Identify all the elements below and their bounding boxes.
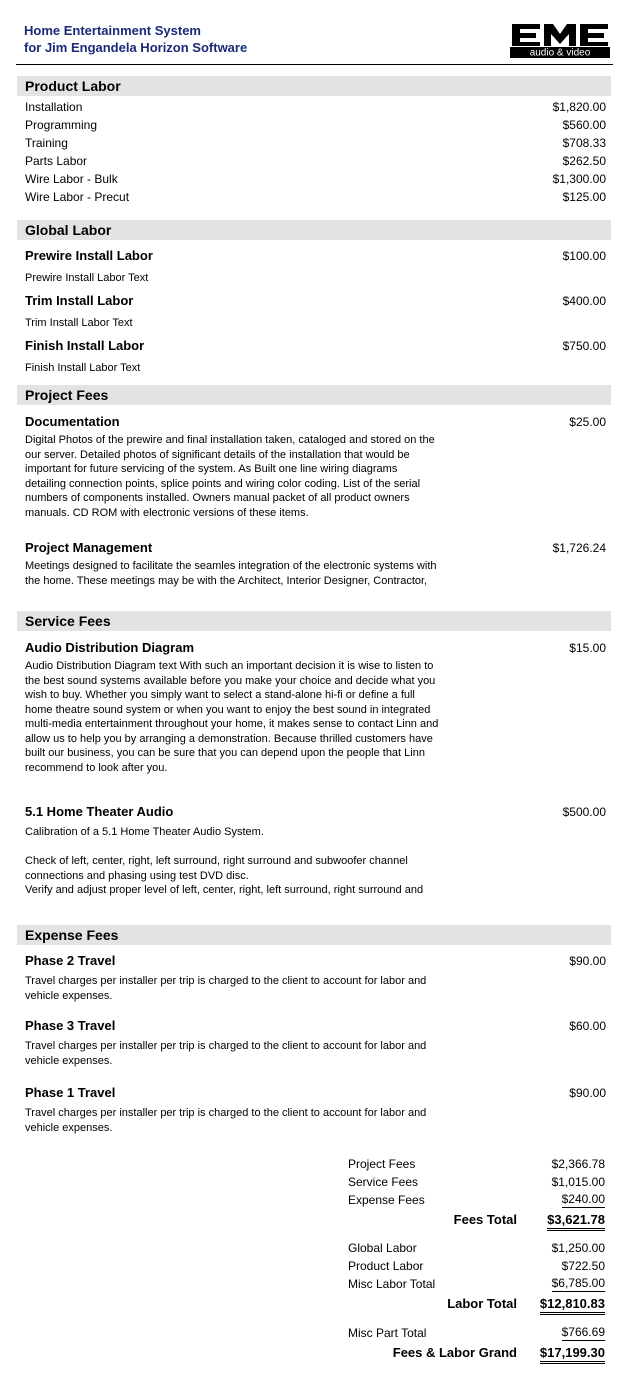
item-description: Prewire Install Labor Text: [25, 272, 149, 284]
item-description: Finish Install Labor Text: [25, 362, 141, 374]
logo-subtitle: audio & video: [529, 47, 591, 58]
row-label: Training: [25, 136, 68, 150]
row-label: Installation: [25, 100, 83, 114]
item-description: Calibration of a 5.1 Home Theater Audio System. Check of left, center, right, left surround, right surround and subwoofer channel connections and phasing using test DVD disc. Verify and adjust proper level of left, center, right, left surround, right surround and: [25, 826, 424, 896]
labor-total-row: [348, 1295, 605, 1313]
grand-total-row: [348, 1344, 605, 1362]
totals-row: [348, 1257, 605, 1275]
row-amount: $1,820.00: [552, 100, 606, 114]
item-description: Travel charges per installer per trip is charged to the client to account for labor and vehicle expenses.: [25, 975, 427, 1002]
totals-row: [348, 1239, 605, 1257]
item-amount: $90.00: [569, 954, 606, 968]
section-project-fees: Project Fees: [17, 385, 611, 405]
item-amount: $1,726.24: [552, 541, 606, 555]
totals-value: $17,199.30: [540, 1344, 605, 1364]
header-divider: [16, 64, 613, 65]
document-title-line-2: for Jim Engandela Horizon Software: [24, 40, 248, 55]
list-item: [25, 170, 606, 188]
totals-label: Product Labor: [348, 1259, 424, 1273]
totals-label: Service Fees: [348, 1175, 419, 1189]
row-label: Wire Labor - Precut: [25, 190, 130, 204]
totals-row: [348, 1191, 605, 1209]
item-amount: $750.00: [562, 339, 606, 353]
list-item: [25, 116, 606, 134]
item-title: Prewire Install Labor: [25, 248, 153, 263]
totals-row: [348, 1155, 605, 1173]
totals-value: $6,785.00: [551, 1276, 605, 1290]
totals-label: Misc Labor Total: [348, 1277, 436, 1291]
item-title: Trim Install Labor: [25, 293, 134, 308]
item-amount: $100.00: [562, 249, 606, 263]
totals-value: $1,015.00: [551, 1175, 605, 1189]
row-amount: $708.33: [562, 136, 606, 150]
item-title: Phase 3 Travel: [25, 1018, 116, 1033]
section-product-labor: Product Labor: [17, 76, 611, 96]
eme-logo: [510, 22, 610, 58]
totals-label: Fees & Labor Grand: [392, 1345, 517, 1360]
totals-label: Expense Fees: [348, 1193, 425, 1207]
row-amount: $125.00: [562, 190, 606, 204]
row-label: Wire Labor - Bulk: [25, 172, 118, 186]
section-expense-fees: Expense Fees: [17, 925, 611, 945]
item-title: Finish Install Labor: [25, 338, 145, 353]
row-amount: $1,300.00: [552, 172, 606, 186]
totals-row: [348, 1275, 605, 1293]
list-item: [25, 134, 606, 152]
item-description: Audio Distribution Diagram text With such an important decision it is wise to listen to the best sound systems available before you make your choice and decide what you wish to buy. Whether you simply want to select a stand-alone hi-fi or define a full home theatre sound system or when you want to enjoy the best sound in integrated multi-media entertainment throughout your home, it makes sense to contact Linn and allow us to help you by arranging a demonstration. Because thrilled customers have built our business, you can be sure that you can depend upon the people that Linn recommend to look after you.: [25, 660, 439, 774]
totals-value: $766.69: [561, 1325, 605, 1339]
item-description: Travel charges per installer per trip is charged to the client to account for labor and vehicle expenses.: [25, 1107, 427, 1134]
totals-row: [348, 1324, 605, 1342]
item-description: Meetings designed to facilitate the seamles integration of the electronic systems with the home. These meetings may be with the Architect, Interior Designer, Contractor,: [25, 560, 437, 587]
row-label: Programming: [25, 118, 98, 132]
item-amount: $25.00: [569, 415, 606, 429]
totals-label: Fees Total: [453, 1212, 517, 1227]
section-global-labor: Global Labor: [17, 220, 611, 240]
item-title: Phase 2 Travel: [25, 953, 116, 968]
list-item: [25, 98, 606, 116]
list-item: [25, 152, 606, 170]
fees-total-row: [348, 1211, 605, 1229]
item-title: 5.1 Home Theater Audio: [25, 804, 174, 819]
item-amount: $500.00: [562, 805, 606, 819]
row-label: Parts Labor: [25, 154, 88, 168]
totals-value: $12,810.83: [540, 1295, 605, 1315]
totals-value: $3,621.78: [547, 1211, 605, 1231]
item-amount: $60.00: [569, 1019, 606, 1033]
totals-label: Project Fees: [348, 1157, 416, 1171]
item-amount: $400.00: [562, 294, 606, 308]
row-amount: $560.00: [562, 118, 606, 132]
totals-label: Labor Total: [447, 1296, 517, 1311]
totals-value: $240.00: [561, 1192, 605, 1206]
item-title: Audio Distribution Diagram: [25, 640, 194, 655]
item-amount: $15.00: [569, 641, 606, 655]
totals-value: $2,366.78: [551, 1157, 605, 1171]
totals-value: $1,250.00: [551, 1241, 605, 1255]
section-service-fees: Service Fees: [17, 611, 611, 631]
totals-value: $722.50: [561, 1259, 605, 1273]
list-item: [25, 188, 606, 206]
item-description: Travel charges per installer per trip is charged to the client to account for labor and vehicle expenses.: [25, 1040, 427, 1067]
totals-row: [348, 1173, 605, 1191]
totals-label: Misc Part Total: [348, 1326, 427, 1340]
document-title-line-1: Home Entertainment System: [24, 23, 201, 38]
totals-label: Global Labor: [348, 1241, 417, 1255]
item-amount: $90.00: [569, 1086, 606, 1100]
item-title: Project Management: [25, 540, 153, 555]
item-description: Trim Install Labor Text: [25, 317, 133, 329]
document-header: [24, 22, 610, 62]
item-title: Phase 1 Travel: [25, 1085, 116, 1100]
row-amount: $262.50: [562, 154, 606, 168]
item-title: Documentation: [25, 414, 120, 429]
item-description: Digital Photos of the prewire and final installation taken, cataloged and stored on the our server. Detailed photos of significant details of the installation that would be important for future servicing of the system. As Built one line wiring diagrams detailing connection points, splice points and wiring color coding. List of the serial numbers of components installed. Owners manual packet of all product owners manuals. CD ROM with electronic versions of these items.: [25, 434, 435, 519]
